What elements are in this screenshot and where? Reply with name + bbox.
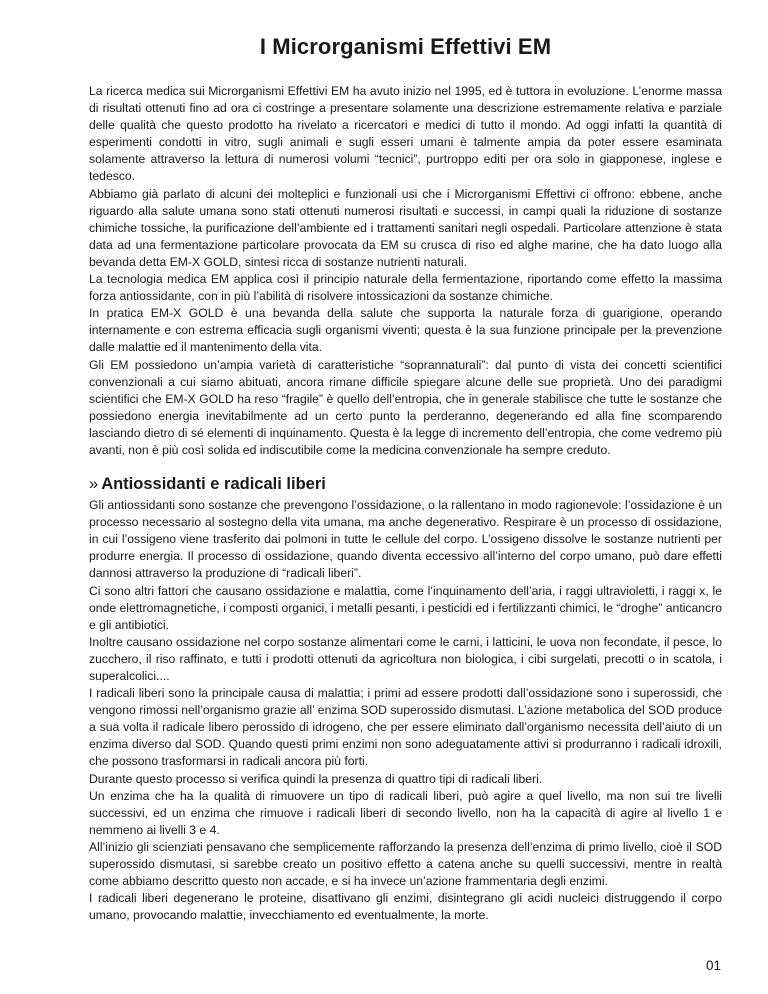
section-paragraph-4: I radicali liberi sono la principale causa di malattia; i primi ad essere prodotti dall’ossidazione sono i superossidi, che vengono rimossi nell’organismo grazie all’ enzima SOD superossido dismutasi. L’azione metabolica del SOD produce a sua volta il radicale libero perossido di idrogeno, che per essere eliminato dall’organismo necessita dell’aiuto di un enzima diverso dal SOD. Quando questi primi enzimi non sono adeguatamente attivi si produrranno i radicali idroxili, che possono trasformarsi in radicali ancora più forti. xyxy=(89,686,722,769)
intro-paragraph-1: La ricerca medica sui Microrganismi Effettivi EM ha avuto inizio nel 1995, ed è tuttora in evoluzione. L’enorme massa di risultati ottenuti fino ad ora ci costringe a presentare solamente una descrizione estremamente relativa e parziale delle qualità che questo prodotto ha rivelato a ricercatori e medici di tutto il mondo. Ad oggi infatti la quantità di esperimenti condotti in vitro, sugli animali e sugli esseri umani è talmente ampia da poter essere esaminata solamente attraverso la lettura di numerosi volumi “tecnici”, purtroppo editi per ora solo in giapponese, inglese e tedesco. xyxy=(89,84,722,184)
section-paragraph-2: Ci sono altri fattori che causano ossidazione e malattia, come l’inquinamento dell’aria, i raggi ultravioletti, i raggi x, le onde elettromagnetiche, i composti organici, i metalli pesanti, i pesticidi ed i fertilizzanti chimici, le “droghe” anticancro e gli antibiotici. xyxy=(89,583,722,632)
section-paragraph-3: Inoltre causano ossidazione nel corpo sostanze alimentari come le carni, i latticini, le uova non fecondate, il pesce, lo zucchero, il riso raffinato, e tutti i prodotti ottenuti da agricoltura non biologica, i cibi surgelati, precotti o in scatola, i superalcolici.... xyxy=(89,634,722,683)
section-paragraph-5: Durante questo processo si verifica quindi la presenza di quattro tipi di radicali liberi. xyxy=(89,771,543,786)
page-number: 01 xyxy=(705,958,721,973)
antioxidants-section xyxy=(89,497,722,924)
section-paragraph-8: I radicali liberi degenerano le proteine, disattivano gli enzimi, disintegrano gli acidi nucleici distruggendo il corpo umano, provocando malattie, invecchiamento ed eventualmente, la morte. xyxy=(89,891,722,923)
document-page xyxy=(89,0,722,924)
section-heading xyxy=(89,473,722,495)
section-marker: » xyxy=(89,475,99,494)
section-paragraph-7: All’inizio gli scienziati pensavano che semplicemente rafforzando la presenza dell’enzima di primo livello, cioè il SOD superossido dismutasi, si sarebbe creato un positivo effetto a catena anche su quelli successivi, mentre in realtà come abbiamo descritto questo non accade, e si ha invece un’azione frammentaria degli enzimi. xyxy=(89,839,722,889)
section-paragraph-6: Un enzima che ha la qualità di rimuovere un tipo di radicali liberi, può agire a quel livello, ma non sui tre livelli successivi, ed un enzima che rimuove i radicali liberi di secondo livello, non ha la capacità di agire al livello 1 e nemmeno ai livelli 3 e 4. xyxy=(89,788,722,837)
intro-paragraph-4: In pratica EM-X GOLD è una bevanda della salute che supporta la naturale forza di guarigione, operando internamente e con estrema efficacia sugli organismi viventi; questa è la sua funzione principale per la prevenzione dalle malattie ed il mantenimento della vita. xyxy=(89,306,722,355)
page-title: I Microrganismi Effettivi EM xyxy=(259,34,552,59)
intro-paragraph-5: Gli EM possiedono un’ampia varietà di caratteristiche “soprannaturali”: dal punto di vista dei concetti scientifici convenzionali a cui siamo abituati, ancora rimane difficile spiegare alcune delle sue proprietà. Uno dei paradigmi scientifici che EM-X GOLD ha reso “fragile” è quello dell’entropia, che in generale stabilisce che tutte le sostanze che possiedono energia inevitabilmente ad un certo punto la perderanno, degenerando ed alla fine scomparendo lasciando dietro di sé elementi di inquinamento. Questa è la legge di incremento dell’entropia, che come vedremo più avanti, non è più così solida ed indiscutibile come la medicina convenzionale ha sempre creduto. xyxy=(89,357,722,457)
intro-section xyxy=(89,83,722,459)
intro-paragraph-3: La tecnologia medica EM applica così il principio naturale della fermentazione, riportando come effetto la massima forza antiossidante, con in più l’abilità di risolvere intossicazioni da sostanze chimiche. xyxy=(89,272,722,304)
section-paragraph-1: Gli antiossidanti sono sostanze che prevengono l’ossidazione, o la rallentano in modo ragionevole: l’ossidazione è un processo necessario al sostegno della vita umana, ma anche degenerativo. Respirare è un processo di ossidazione, in cui l’ossigeno viene trasferito dai polmoni in tutte le cellule del corpo. L’ossigeno dissolve le sostanze nutrienti per produrre energia. Il processo di ossidazione, quando diventa eccessivo all’interno del corpo umano, può dare effetti dannosi attraverso la produzione di “radicali liberi”. xyxy=(89,498,722,581)
intro-paragraph-2: Abbiamo già parlato di alcuni dei molteplici e funzionali usi che i Microrganismi Effettivi ci offrono: ebbene, anche riguardo alla salute umana sono stati ottenuti numerosi risultati e successi, in campi quali la riduzione di sostanze chimiche tossiche, la purificazione dell’ambiente ed i trattamenti sanitari negli ospedali. Particolare attenzione è stata data ad una fermentazione particolare provocata da EM su crusca di riso ed alghe marine, che ha dato luogo alla bevanda detta EM-X GOLD, sintesi ricca di sostanze nutrienti naturali. xyxy=(89,186,722,269)
section-heading-text: Antiossidanti e radicali liberi xyxy=(101,475,326,494)
